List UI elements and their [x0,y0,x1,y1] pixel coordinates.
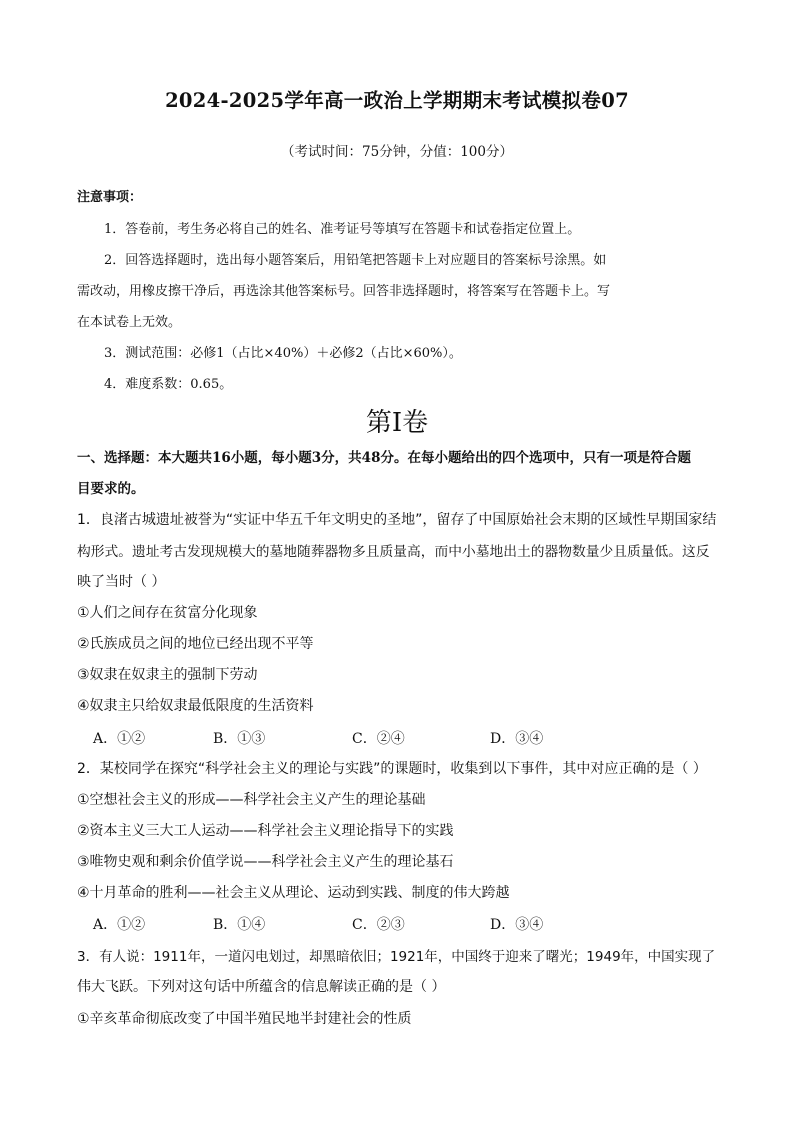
answer-choice-d: D．③④ [490,731,544,747]
notice-line: 需改动，用橡皮擦干净后，再选涂其他答案标号。回答非选择题时，将答案写在答题卡上。写 [77,284,611,299]
notice-line: 4．难度系数：0.65。 [104,377,233,392]
notice-line: 3．测试范围：必修1（占比×40%）＋必修2（占比×60%）。 [104,346,462,361]
statement-option: ③唯物史观和剩余价值学说——科学社会主义产生的理论基石 [77,854,454,870]
statement-option: ④十月革命的胜利——社会主义从理论、运动到实践、制度的伟大跨越 [77,885,510,901]
exam-time-score: （考试时间：75分钟，分值：100分） [281,144,513,160]
question-stem: 3．有人说：1911年，一道闪电划过，却黑暗依旧；1921年，中国终于迎来了曙光；1949年，中国实现了 [77,949,716,965]
statement-option: ②氏族成员之间的地位已经出现不平等 [77,636,314,652]
statement-option: ④奴隶主只给奴隶最低限度的生活资料 [77,698,314,714]
statement-option: ③奴隶在奴隶主的强制下劳动 [77,667,258,683]
answer-choice-a: A．①② [93,917,146,933]
question-stem: 1．良渚古城遗址被誉为“实证中华五千年文明史的圣地”，留存了中国原始社会末期的区域性早期国家结 [77,512,717,528]
answer-choice-d: D．③④ [490,917,544,933]
notice-line: 2．回答选择题时，选出每小题答案后，用铅笔把答题卡上对应题目的答案标号涂黑。如 [104,253,607,268]
section-instructions: 一、选择题：本大题共16小题，每小题3分，共48分。在每小题给出的四个选项中，只有一项是符合题 [77,450,691,466]
answer-choice-b: B．①④ [213,917,266,933]
question-stem: 映了当时（ ） [77,574,166,590]
statement-option: ①空想社会主义的形成——科学社会主义产生的理论基础 [77,792,426,808]
question-stem: 2．某校同学在探究“科学社会主义的理论与实践”的课题时，收集到以下事件，其中对应正确的是（ ） [77,761,707,777]
notice-heading: 注意事项： [77,190,143,205]
question-stem: 构形式。遗址考古发现规模大的墓地随葬器物多且质量高，而中小墓地出土的器物数量少且质量低。这反 [77,544,710,560]
notice-line: 1．答卷前，考生务必将自己的姓名、准考证号等填写在答题卡和试卷指定位置上。 [104,222,581,237]
answer-choice-c: C．②④ [352,731,405,747]
answer-choice-a: A．①② [93,731,146,747]
question-stem: 伟大飞跃。下列对这句话中所蕴含的信息解读正确的是（ ） [77,979,446,995]
page-title: 2024-2025学年高一政治上学期期末考试模拟卷07 [165,89,629,112]
answer-choice-c: C．②③ [352,917,405,933]
statement-option: ②资本主义三大工人运动——科学社会主义理论指导下的实践 [77,823,454,839]
volume-heading: 第I卷 [365,408,429,438]
answer-choice-b: B．①③ [213,731,266,747]
notice-line: 在本试卷上无效。 [77,315,182,330]
section-instructions: 目要求的。 [77,481,145,497]
statement-option: ①人们之间存在贫富分化现象 [77,605,258,621]
statement-option: ①辛亥革命彻底改变了中国半殖民地半封建社会的性质 [77,1011,412,1027]
